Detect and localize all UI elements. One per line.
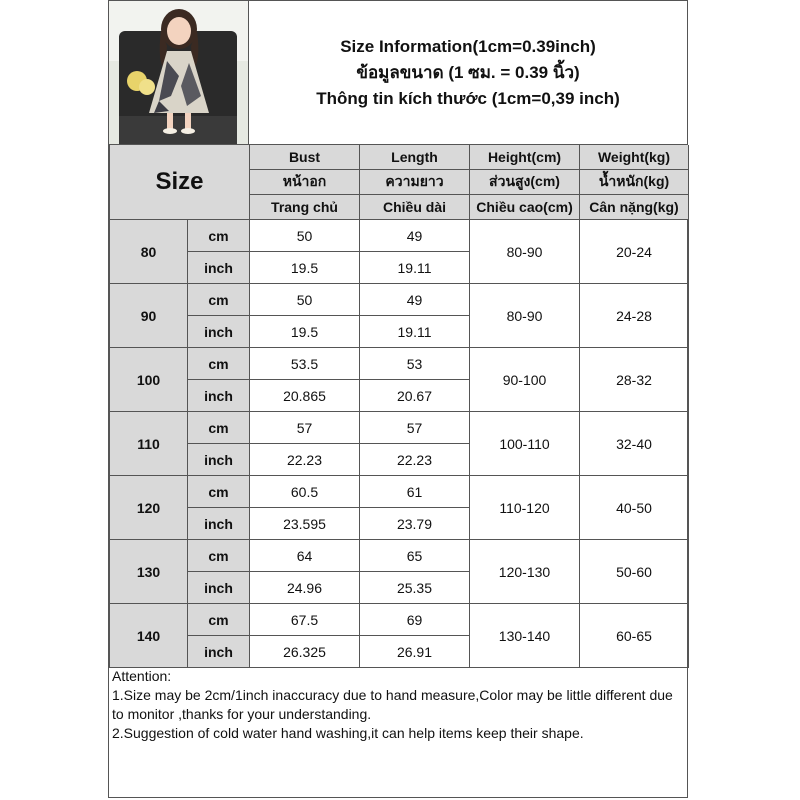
bust-inch-cell: 26.325 (250, 636, 360, 668)
table-row (110, 220, 689, 252)
unit-cm-label: cm (188, 220, 250, 252)
unit-inch-label: inch (188, 380, 250, 412)
weight-cell: 60-65 (580, 604, 689, 668)
unit-cm-label: cm (188, 604, 250, 636)
height-cell: 100-110 (470, 412, 580, 476)
bust-cm-cell: 60.5 (250, 476, 360, 508)
size-value: 80 (110, 220, 188, 284)
unit-inch-label: inch (188, 572, 250, 604)
attention-notes (109, 663, 687, 747)
header-row-en (110, 145, 689, 170)
length-cm-cell: 57 (360, 412, 470, 444)
unit-inch-label: inch (188, 636, 250, 668)
height-cell: 130-140 (470, 604, 580, 668)
title-vietnamese: Thông tin kích thước (1cm=0,39 inch) (316, 88, 620, 108)
column-header-weight: Weight(kg) (580, 145, 689, 170)
notes-heading: Attention: (112, 668, 172, 684)
unit-inch-label: inch (188, 508, 250, 540)
size-table (109, 145, 689, 668)
size-value: 140 (110, 604, 188, 668)
size-value: 120 (110, 476, 188, 540)
size-value: 130 (110, 540, 188, 604)
size-chart-sheet (108, 0, 688, 798)
length-inch-cell: 19.11 (360, 252, 470, 284)
length-inch-cell: 25.35 (360, 572, 470, 604)
bust-inch-cell: 19.5 (250, 252, 360, 284)
length-cm-cell: 69 (360, 604, 470, 636)
weight-cell: 40-50 (580, 476, 689, 540)
height-cell: 80-90 (470, 220, 580, 284)
note-line-2: 2.Suggestion of cold water hand washing,it can help items keep their shape. (112, 725, 584, 741)
title-english: Size Information(1cm=0.39inch) (340, 36, 596, 56)
table-row (110, 412, 689, 444)
table-row (110, 540, 689, 572)
column-header-bust: Bust (250, 145, 360, 170)
size-header: Size (110, 145, 250, 220)
unit-cm-label: cm (188, 284, 250, 316)
title-thai: ข้อมูลขนาด (1 ซม. = 0.39 นิ้ว) (356, 62, 580, 82)
column-header-length-th: ความยาว (360, 170, 470, 195)
table-row (110, 476, 689, 508)
column-header-weight-th: น้ำหนัก(kg) (580, 170, 689, 195)
weight-cell: 50-60 (580, 540, 689, 604)
column-header-weight-vi: Cân nặng(kg) (580, 195, 689, 220)
weight-cell: 20-24 (580, 220, 689, 284)
length-cm-cell: 61 (360, 476, 470, 508)
bust-cm-cell: 57 (250, 412, 360, 444)
weight-cell: 28-32 (580, 348, 689, 412)
bust-cm-cell: 64 (250, 540, 360, 572)
unit-inch-label: inch (188, 252, 250, 284)
bust-cm-cell: 53.5 (250, 348, 360, 380)
table-row (110, 604, 689, 636)
column-header-bust-th: หน้าอก (250, 170, 360, 195)
note-line-1: 1.Size may be 2cm/1inch inaccuracy due to hand measure,Color may be little different due to monitor ,thanks for your understanding. (112, 687, 673, 722)
height-cell: 80-90 (470, 284, 580, 348)
unit-cm-label: cm (188, 412, 250, 444)
column-header-length: Length (360, 145, 470, 170)
length-cm-cell: 53 (360, 348, 470, 380)
bust-inch-cell: 22.23 (250, 444, 360, 476)
unit-inch-label: inch (188, 316, 250, 348)
unit-inch-label: inch (188, 444, 250, 476)
bust-inch-cell: 23.595 (250, 508, 360, 540)
length-inch-cell: 23.79 (360, 508, 470, 540)
table-row (110, 348, 689, 380)
unit-cm-label: cm (188, 348, 250, 380)
column-header-height-vi: Chiều cao(cm) (470, 195, 580, 220)
girl-in-dress-image (109, 1, 248, 144)
bust-cm-cell: 50 (250, 284, 360, 316)
length-inch-cell: 26.91 (360, 636, 470, 668)
size-value: 90 (110, 284, 188, 348)
table-row (110, 284, 689, 316)
bust-inch-cell: 24.96 (250, 572, 360, 604)
length-cm-cell: 49 (360, 284, 470, 316)
bust-inch-cell: 20.865 (250, 380, 360, 412)
size-value: 110 (110, 412, 188, 476)
bust-inch-cell: 19.5 (250, 316, 360, 348)
weight-cell: 32-40 (580, 412, 689, 476)
bust-cm-cell: 67.5 (250, 604, 360, 636)
unit-cm-label: cm (188, 476, 250, 508)
title-block (249, 1, 687, 145)
bust-cm-cell: 50 (250, 220, 360, 252)
column-header-height-th: ส่วนสูง(cm) (470, 170, 580, 195)
column-header-bust-vi: Trang chủ (250, 195, 360, 220)
length-cm-cell: 49 (360, 220, 470, 252)
column-header-height: Height(cm) (470, 145, 580, 170)
height-cell: 110-120 (470, 476, 580, 540)
column-header-length-vi: Chiều dài (360, 195, 470, 220)
length-inch-cell: 22.23 (360, 444, 470, 476)
product-photo (109, 1, 249, 145)
length-inch-cell: 20.67 (360, 380, 470, 412)
height-cell: 120-130 (470, 540, 580, 604)
size-value: 100 (110, 348, 188, 412)
length-inch-cell: 19.11 (360, 316, 470, 348)
length-cm-cell: 65 (360, 540, 470, 572)
height-cell: 90-100 (470, 348, 580, 412)
unit-cm-label: cm (188, 540, 250, 572)
weight-cell: 24-28 (580, 284, 689, 348)
